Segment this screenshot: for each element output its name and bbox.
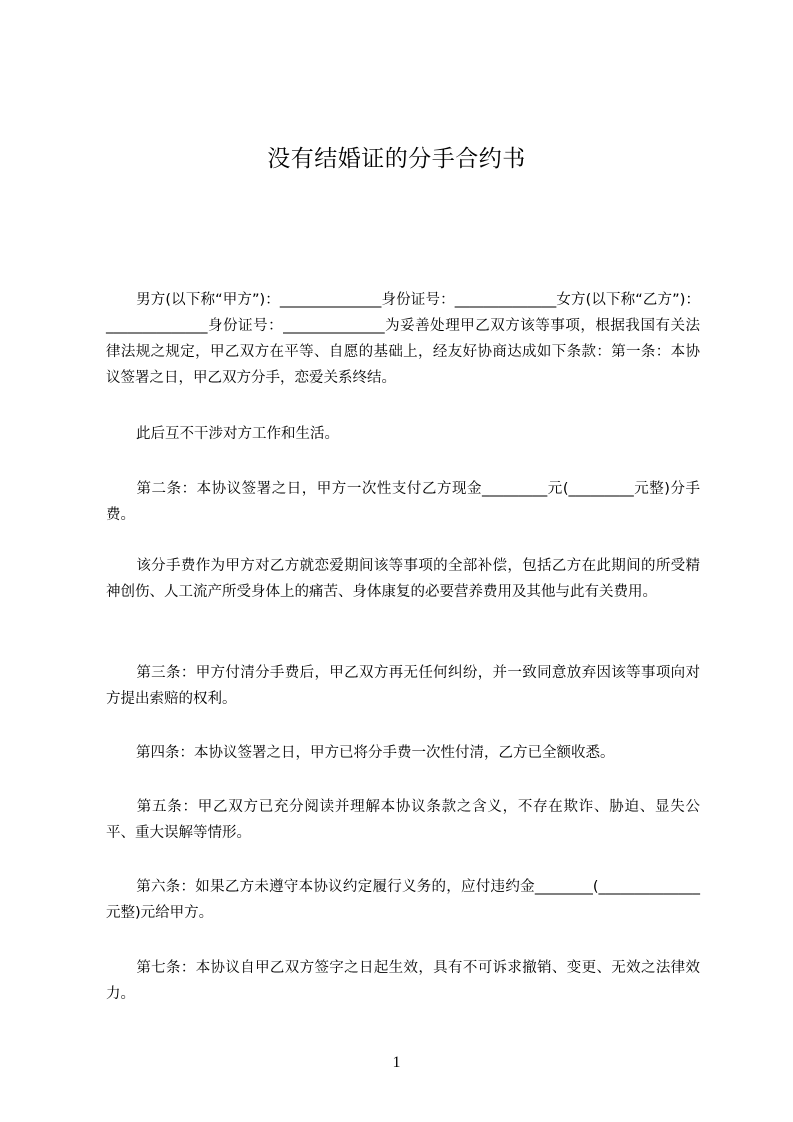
paragraph-article-7	[106, 955, 700, 1007]
paragraph-preamble	[106, 287, 700, 391]
paragraph-text: 第六条：如果乙方未遵守本协议约定履行义务的，应付违约金________(______________元整)元给甲方。	[106, 879, 700, 921]
document-title: 没有结婚证的分手合约书	[267, 146, 526, 172]
paragraph-article-2	[106, 476, 700, 528]
paragraph-compensation	[106, 553, 700, 605]
paragraph-text: 第二条：本协议签署之日，甲方一次性支付乙方现金_________元(_________元整)分手费。	[106, 481, 700, 523]
paragraph-text: 第七条：本协议自甲乙双方签字之日起生效，具有不可诉求撤销、变更、无效之法律效力。	[106, 960, 700, 1002]
paragraph-text: 第三条：甲方付清分手费后，甲乙双方再无任何纠纷，并一致同意放弃因该等事项向对方提出索赔的权利。	[106, 665, 700, 707]
paragraph-text: 该分手费作为甲方对乙方就恋爱期间该等事项的全部补偿，包括乙方在此期间的所受精神创伤、人工流产所受身体上的痛苦、身体康复的必要营养费用及其他与此有关费用。	[106, 558, 700, 600]
paragraph-article-4	[106, 740, 700, 766]
paragraph-text: 第五条：甲乙双方已充分阅读并理解本协议条款之含义，不存在欺诈、胁迫、显失公平、重大误解等情形。	[106, 799, 700, 841]
paragraph-text: 男方(以下称“甲方”)：______________身份证号：______________女方(以下称“乙方”)：______________身份证号：______________为妥善处理甲乙双方该等事项，根据我国有关法律法规之规定，甲乙双方在平等、自愿的基础上，经友好协商达成如下条款：第一条：本协议签署之日，甲乙双方分手，恋爱关系终结。	[106, 292, 700, 386]
paragraph-text: 第四条：本协议签署之日，甲方已将分手费一次性付清，乙方已全额收悉。	[136, 745, 615, 761]
paragraph-no-interference	[106, 421, 700, 447]
paragraph-text: 此后互不干涉对方工作和生活。	[136, 426, 339, 442]
page-number: 1	[392, 1054, 401, 1071]
paragraph-article-3	[106, 660, 700, 712]
paragraph-article-6	[106, 874, 700, 926]
paragraph-article-5	[106, 794, 700, 846]
